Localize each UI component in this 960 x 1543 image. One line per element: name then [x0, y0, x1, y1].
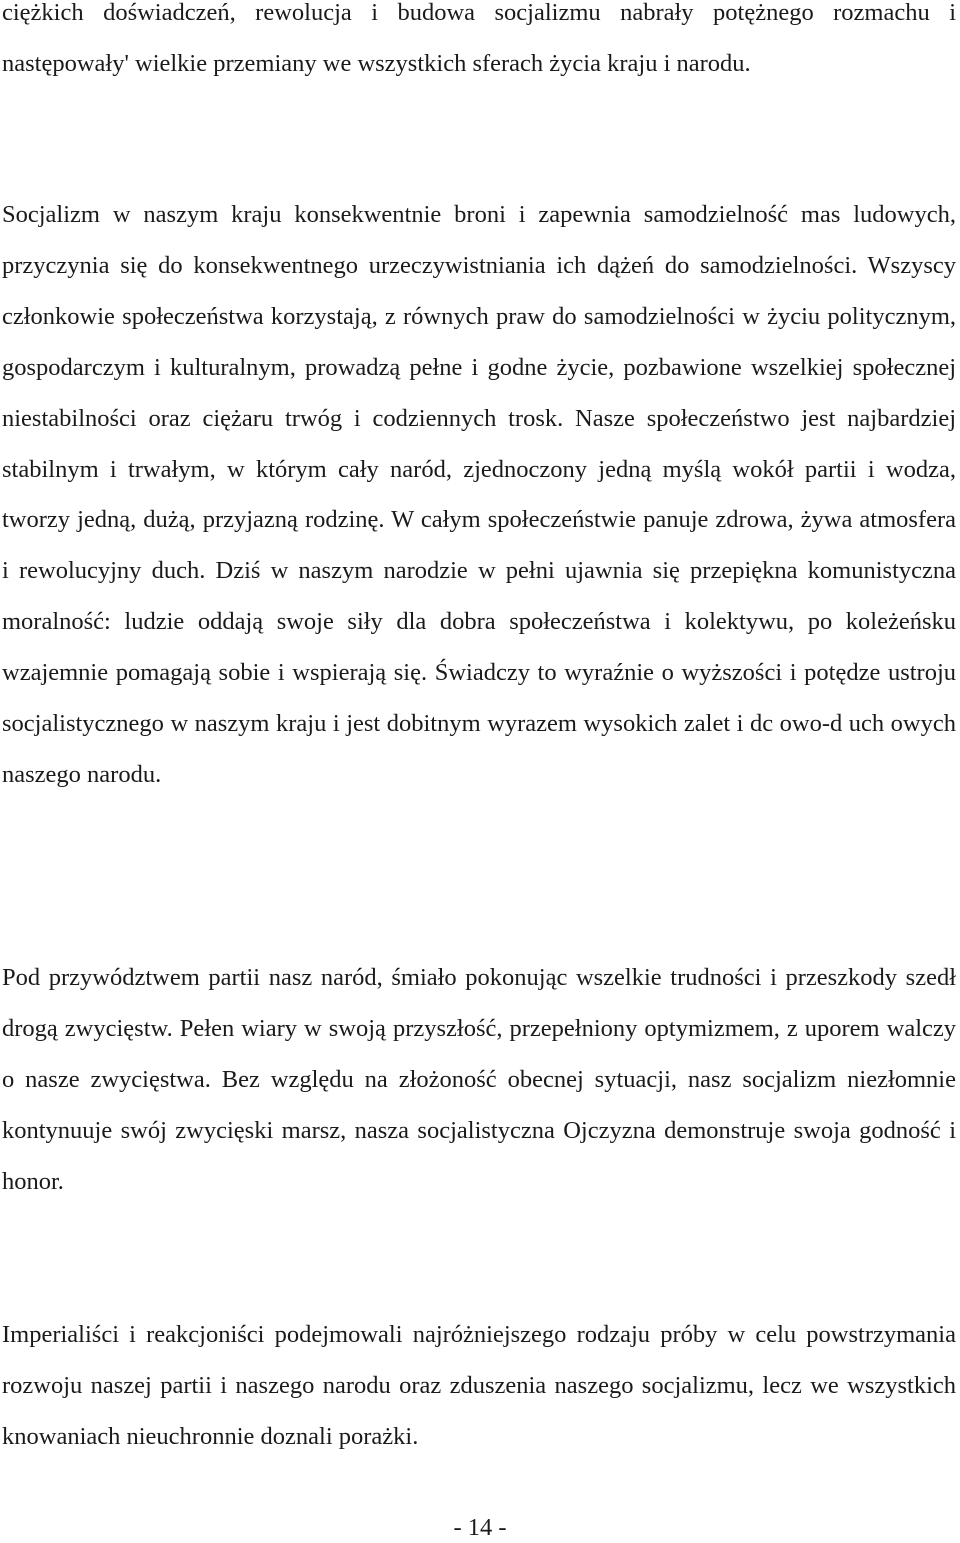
- page-number: - 14 -: [453, 1514, 507, 1541]
- paragraph-party-leadership: Pod przywództwem partii nasz naród, śmiało pokonując wszelkie trudności i przeszkody szedł drogą zwycięstw. Pełen wiary w swoją przyszłość, przepełniony optymizmem, z uporem walczy o nasze zwycięstwa. Bez względu na złożoność obecnej sytuacji, nasz socjalizm niezłomnie kontynuuje swój zwycięski marsz, nasza socjalistyczna Ojczyzna demonstruje swoja godność i honor.: [2, 964, 956, 1195]
- paragraph-imperialists: Imperialiści i reakcjoniści podejmowali najróżniejszego rodzaju próby w celu powstrzymania rozwoju naszej partii i naszego narodu oraz zduszenia naszego socjalizmu, lecz we wszystkich knowaniach nieuchronnie doznali porażki.: [2, 1321, 956, 1450]
- paragraph-socialism-independence: Socjalizm w naszym kraju konsekwentnie broni i zapewnia samodzielność mas ludowych, przyczynia się do konsekwentnego urzeczywistniania ich dążeń do samodzielności. Wszyscy członkowie społeczeństwa korzystają, z równych praw do samodzielności w życiu politycznym, gospodarczym i kulturalnym, prowadzą pełne i godne życie, pozbawione wszelkiej społecznej niestabilności oraz ciężaru trwóg i codziennych trosk. Nasze społeczeństwo jest najbardziej stabilnym i trwałym, w którym cały naród, zjednoczony jedną myślą wokół partii i wodza, tworzy jedną, dużą, przyjazną rodzinę. W całym społeczeństwie panuje zdrowa, żywa atmosfera i rewolucyjny duch. Dziś w naszym narodzie w pełni ujawnia się przepiękna komunistyczna moralność: ludzie oddają swoje siły dla dobra społeczeństwa i kolektywu, po koleżeńsku wzajemnie pomagają sobie i wspierają się. Świadczy to wyraźnie o wyższości i potędze ustroju socjalistycznego w naszym kraju i jest dobitnym wyrazem wysokich zalet i dc owo-d uch owych naszego narodu.: [2, 201, 956, 788]
- paragraph-continuation: ciężkich doświadczeń, rewolucja i budowa socjalizmu nabrały potężnego rozmachu i następowały' wielkie przemiany we wszystkich sferach życia kraju i narodu.: [2, 0, 956, 77]
